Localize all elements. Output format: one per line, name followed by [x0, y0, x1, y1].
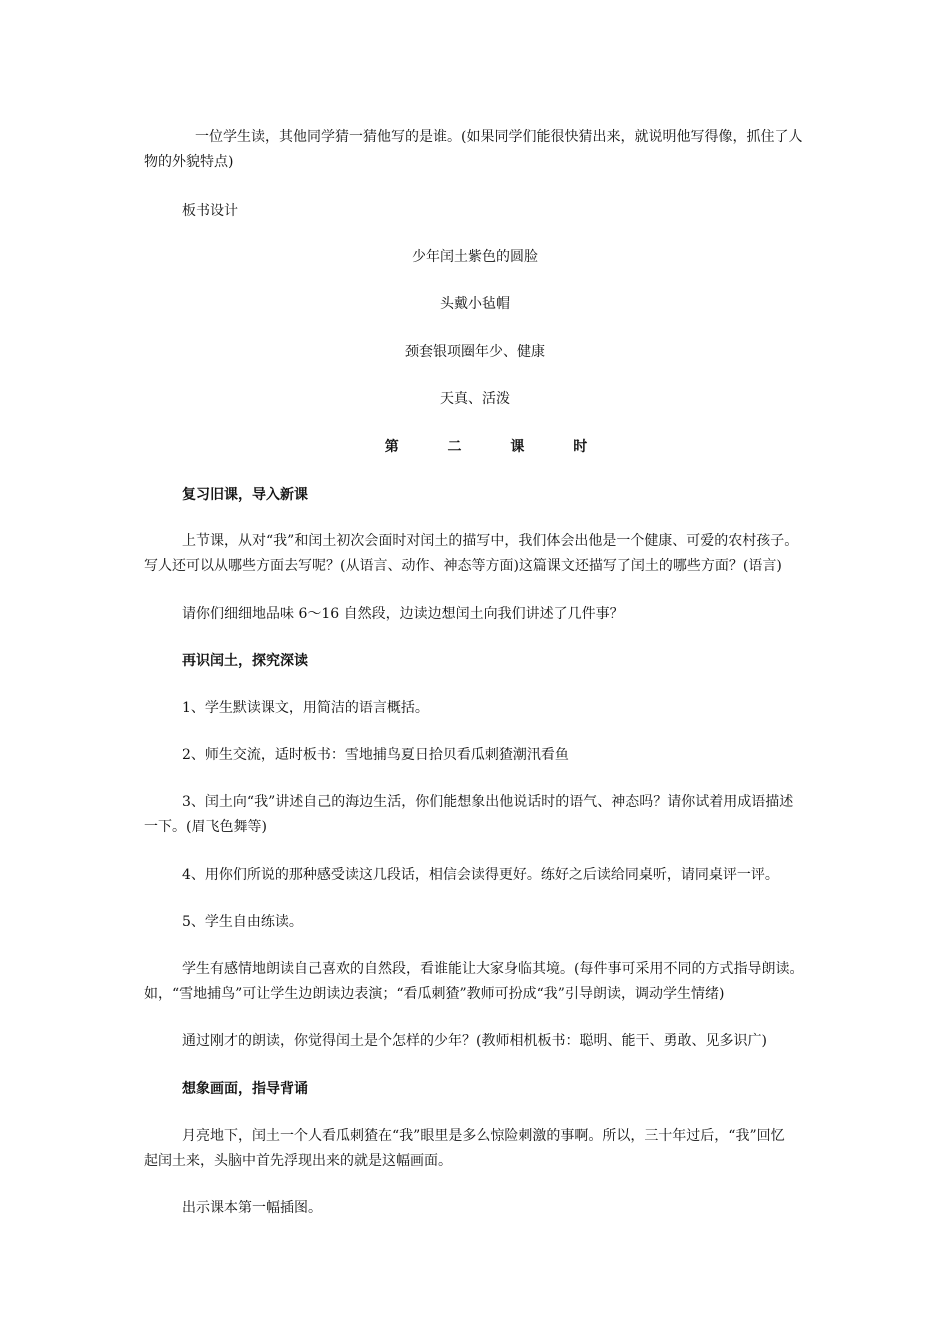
- board-line: 颈套银项圈年少、健康: [405, 344, 545, 360]
- board-line: 少年闰土紫色的圆脸: [412, 249, 538, 265]
- list-item: 4、用你们所说的那种感受读这几段话，相信会读得更好。练好之后读给同桌听，请同桌评一评。: [182, 867, 779, 883]
- paragraph-line: 学生有感情地朗读自己喜欢的自然段，看谁能让大家身临其境。(每件事可采用不同的方式指导朗读。: [182, 961, 804, 977]
- paragraph-line: 起闰土来，头脑中首先浮现出来的就是这幅画面。: [144, 1153, 452, 1169]
- paragraph-line: 通过刚才的朗读，你觉得闰土是个怎样的少年？(教师相机板书：聪明、能干、勇敢、见多识广): [182, 1033, 767, 1049]
- paragraph-line: 出示课本第一幅插图。: [182, 1200, 322, 1216]
- section-heading: 再识闰土，探究深读: [182, 653, 308, 669]
- paragraph-line: 上节课，从对“我”和闰土初次会面时对闰土的描写中，我们体会出他是一个健康、可爱的农村孩子。: [182, 533, 799, 549]
- paragraph-line: 一位学生读，其他同学猜一猜他写的是谁。(如果同学们能很快猜出来，就说明他写得像，抓住了人: [195, 129, 803, 145]
- list-item: 3、闰土向“我”讲述自己的海边生活，你们能想象出他说话时的语气、神态吗？请你试着用成语描述: [182, 794, 794, 810]
- board-line: 头戴小毡帽: [440, 296, 510, 312]
- section-heading: 复习旧课，导入新课: [182, 487, 308, 503]
- paragraph-line: 物的外貌特点): [144, 154, 234, 170]
- board-line: 天真、活泼: [440, 391, 510, 407]
- list-item: 2、师生交流，适时板书：雪地捕鸟夏日拾贝看瓜刺猹潮汛看鱼: [182, 747, 569, 763]
- paragraph-line: 月亮地下，闰土一个人看瓜刺猹在“我”眼里是多么惊险刺激的事啊。所以，三十年过后，“我”回忆: [182, 1128, 785, 1144]
- paragraph-line: 如，“雪地捕鸟”可让学生边朗读边表演；“看瓜刺猹”教师可扮成“我”引导朗读，调动学生情绪): [144, 986, 725, 1002]
- board-design-heading: 板书设计: [182, 203, 238, 219]
- list-item: 1、学生默读课文，用简洁的语言概括。: [182, 700, 429, 716]
- section-heading: 想象画面，指导背诵: [182, 1081, 308, 1097]
- lesson-title: 第 二 课 时: [384, 439, 610, 455]
- list-item-continuation: 一下。(眉飞色舞等): [144, 819, 267, 835]
- list-item: 5、学生自由练读。: [182, 914, 303, 930]
- paragraph-line: 请你们细细地品味 6～16 自然段，边读边想闰土向我们讲述了几件事？: [182, 606, 624, 622]
- paragraph-line: 写人还可以从哪些方面去写呢？(从语言、动作、神态等方面)这篇课文还描写了闰土的哪些方面？(语言): [144, 558, 782, 574]
